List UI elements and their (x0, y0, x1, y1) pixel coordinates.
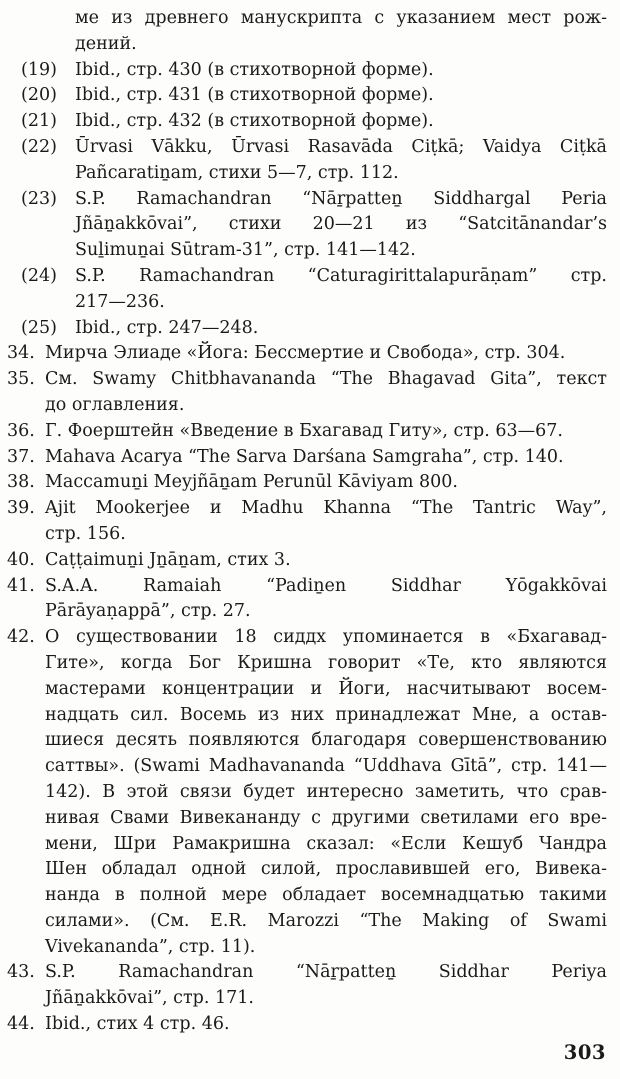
entry-label: 43. (7, 962, 35, 983)
entry-body (45, 960, 607, 1012)
entry-body (75, 58, 607, 84)
entry-label: 41. (7, 575, 35, 596)
text-line: дений. (75, 33, 137, 54)
text-line: S.P. Ramachandran “Nāṟpatteṉ Siddhar Periya (45, 962, 607, 983)
entry-label: 40. (7, 549, 35, 570)
text-line: Ibid., стр. 430 (в стихотворной форме). (75, 59, 434, 80)
entry-body (75, 135, 607, 187)
text-line: мени, Шри Рамакришна сказал: «Если Кешуб Чандра (45, 833, 607, 854)
entry-body (75, 83, 607, 109)
entry-body (45, 445, 607, 471)
entry-body (75, 264, 607, 316)
text-line: силами». (См. E.R. Marozzi “The Making of Swami (45, 910, 607, 931)
text-line: Jñāṉakkōvai”, стр. 171. (45, 988, 254, 1009)
entry-body (45, 341, 607, 367)
text-line: саттвы». (Swami Madhavananda “Uddhava Gītā”, стр. 141— (45, 756, 607, 777)
entry-label: (22) (21, 136, 57, 157)
text-line: Шен обладал одной силой, прославившей его, Вивека- (45, 859, 607, 880)
entry-body (45, 548, 607, 574)
entry-label: (24) (21, 265, 57, 286)
text-line: S.P. Ramachandran “Nāṟpatteṉ Siddhargal Peria (75, 188, 607, 209)
text-line: Ajit Mookerjee и Madhu Khanna “The Tantric Way”, (45, 498, 607, 519)
entry-label: (20) (21, 85, 57, 106)
entry (0, 470, 607, 496)
entry-body (75, 187, 607, 264)
text-line: Ibid., стр. 432 (в стихотворной форме). (75, 111, 434, 132)
entry (0, 135, 607, 187)
entry (0, 264, 607, 316)
entry-label: 44. (7, 1014, 35, 1035)
entry-body (45, 367, 607, 419)
entry-body (45, 625, 607, 960)
text-line: ме из древнего манускрипта с указанием мест рож- (75, 8, 607, 28)
entry (0, 367, 607, 419)
entry (0, 83, 607, 109)
entry (0, 445, 607, 471)
text-line: S.A.A. Ramaiah “Padiṉen Siddhar Yōgakkōvai (45, 575, 607, 596)
entry-body (45, 1012, 607, 1038)
entry-body (45, 470, 607, 496)
text-line: Pañcaratiṉam, стихи 5—7, стр. 112. (75, 162, 399, 183)
text-line: надцать сил. Восемь из них принадлежат Мне, а остав- (45, 704, 607, 725)
entry-body (75, 109, 607, 135)
entry-label: (23) (21, 188, 57, 209)
entry-body (75, 6, 607, 58)
entry (0, 1012, 607, 1038)
text-line: нивая Свами Вивекананду с другими светилами его вре- (45, 807, 607, 828)
entry (0, 496, 607, 548)
entry (0, 960, 607, 1012)
text-line: Мирча Элиаде «Йога: Бессмертие и Свобода», стр. 304. (45, 343, 566, 364)
text-line: Vivekananda”, стр. 11). (45, 936, 256, 957)
entry (0, 574, 607, 626)
entry-label: 35. (7, 369, 35, 390)
text-line: Ibid., стих 4 стр. 46. (45, 1014, 230, 1035)
entry-body (45, 574, 607, 626)
text-line: Jñāṉakkōvai”, стихи 20—21 из “Satcitānandar’s (75, 214, 607, 235)
text-line: Г. Фоерштейн «Введение в Бхагавад Гиту», стр. 63—67. (45, 420, 563, 441)
text-line: 142). В этой связи будет интересно заметить, что срав- (45, 781, 607, 802)
entry (0, 187, 607, 264)
entry-label: 42. (7, 627, 35, 648)
entry (0, 58, 607, 84)
entry-body (75, 316, 607, 342)
text-line: мастерами концентрации и Йоги, насчитывают восем- (45, 678, 607, 699)
entry (0, 341, 607, 367)
text-line: Maccamuṉi Meyjñāṉam Perunūl Kāviyam 800. (45, 472, 458, 493)
text-line: О существовании 18 сиддх упоминается в «Бхагавад- (45, 627, 607, 648)
entry-label: (19) (21, 59, 57, 80)
entry-label: (25) (21, 317, 57, 338)
entry-body (45, 419, 607, 445)
text-line: нанда в полной мере обладает восемнадцатью такими (45, 885, 607, 906)
entry-label: (21) (21, 111, 57, 132)
text-line: См. Swamy Chitbhavananda “The Bhagavad Gita”, текст (45, 369, 607, 390)
text-line: Pārāyaṇappā”, стр. 27. (45, 601, 251, 622)
text-line: Ibid., стр. 247—248. (75, 317, 259, 338)
text-line: S.P. Ramachandran “Caturagirittalapurāṇam” стр. (75, 265, 607, 286)
entry-body (45, 496, 607, 548)
text-line: Mahava Acarya “The Sarva Darśana Samgraha”, стр. 140. (45, 446, 564, 467)
entry-label: 36. (7, 420, 35, 441)
entry (0, 625, 607, 960)
entry (0, 109, 607, 135)
text-line: Ūrvasi Vākku, Ūrvasi Rasavāda Ciṭkā; Vaidya Ciṭkā (75, 136, 607, 157)
text-line: шиеся десять появляются благодаря совершенствованию (45, 730, 607, 751)
entry-label: 37. (7, 446, 35, 467)
entry-label: 38. (7, 472, 35, 493)
entries-list (0, 6, 607, 1038)
text-line: 217—236. (75, 291, 165, 312)
text-line: Caṭṭaimuṉi Jṉāṉam, стих 3. (45, 549, 291, 570)
text-line: Гите», когда Бог Кришна говорит «Те, кто являются (45, 652, 607, 673)
entry-label: 34. (7, 343, 35, 364)
text-line: до оглавления. (45, 394, 185, 415)
entry-label: 39. (7, 498, 35, 519)
entry (0, 6, 607, 58)
entry (0, 548, 607, 574)
text-line: стр. 156. (45, 523, 126, 544)
entry (0, 316, 607, 342)
text-line: Ibid., стр. 431 (в стихотворной форме). (75, 85, 434, 106)
text-line: Suḻimuṉai Sūtram-31”, стр. 141—142. (75, 240, 416, 261)
entry (0, 419, 607, 445)
page-number: 303 (563, 1041, 606, 1064)
